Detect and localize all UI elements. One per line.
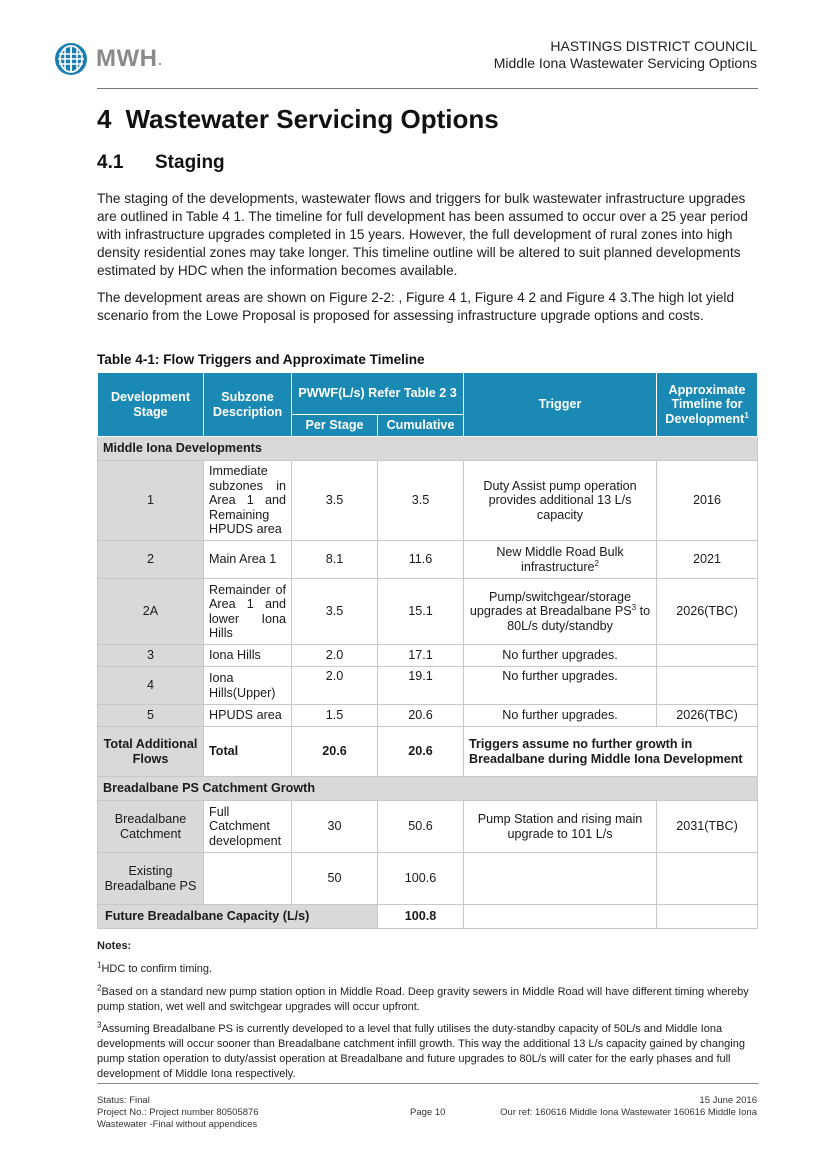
trigger-cell: Duty Assist pump operation provides additional 13 L/s capacity: [464, 461, 657, 541]
footer-left: [97, 1095, 259, 1131]
trigger-cell: No further upgrades.: [464, 705, 657, 727]
footer-doc-name: Wastewater -Final without appendices: [97, 1119, 258, 1130]
timeline-cell: 2031(TBC): [657, 801, 758, 853]
footer-divider: [97, 1083, 758, 1084]
trigger-text: Pump/switchgear/storage upgrades at Breadalbane PS: [469, 589, 632, 619]
section-label: Breadalbane PS Catchment Growth: [98, 777, 758, 801]
per-stage-cell: 50: [292, 853, 378, 905]
table-row: [98, 461, 758, 541]
flow-triggers-table: [97, 372, 758, 929]
document-header: [494, 38, 757, 72]
footnote-ref-2: 2: [594, 558, 599, 568]
cumulative-cell: 3.5: [378, 461, 464, 541]
section-row-breadalbane: [98, 777, 758, 801]
stage-cell: 2A: [98, 579, 204, 645]
table-row: [98, 801, 758, 853]
subsection-number: 4.1: [97, 152, 124, 173]
trigger-cell: Pump Station and rising main upgrade to 101 L/s: [464, 801, 657, 853]
logo-dot: .: [157, 48, 163, 69]
subzone-cell: HPUDS area: [204, 705, 292, 727]
total-cumulative-cell: 20.6: [378, 727, 464, 777]
subzone-cell: Iona Hills(Upper): [204, 667, 292, 705]
footnote-marker: 1: [97, 960, 102, 970]
header-timeline: [657, 373, 758, 437]
capacity-row: [98, 905, 758, 929]
table-row: [98, 667, 758, 705]
total-row: [98, 727, 758, 777]
cumulative-cell: 19.1: [378, 667, 464, 705]
footnote-text: HDC to confirm timing.: [101, 963, 213, 975]
project-title: Middle Iona Wastewater Servicing Options: [493, 55, 757, 71]
header-trigger: Trigger: [464, 373, 657, 437]
stage-cell: Breadalbane Catchment: [98, 801, 204, 853]
per-stage-cell: 1.5: [292, 705, 378, 727]
per-stage-cell: 2.0: [292, 645, 378, 667]
subzone-cell: Immediate subzones in Area 1 and Remaining HPUDS area: [204, 461, 292, 541]
table-caption: Table 4-1: Flow Triggers and Approximate Timeline: [97, 352, 425, 367]
per-stage-cell: 30: [292, 801, 378, 853]
footnote-text: Based on a standard new pump station option in Middle Road. Deep gravity sewers in Middle Road will have different timing whereby pump station, wet well and switchgear upgrades will occur upfront.: [97, 986, 749, 1013]
footnote-marker: 2: [97, 983, 102, 993]
table-row: [98, 853, 758, 905]
trigger-cell: [464, 853, 657, 905]
mwh-logo: [54, 42, 163, 76]
footnote-ref-1: 1: [744, 410, 749, 420]
per-stage-cell: 8.1: [292, 541, 378, 579]
trigger-cell: No further upgrades.: [464, 645, 657, 667]
timeline-cell: [657, 645, 758, 667]
per-stage-cell: 3.5: [292, 579, 378, 645]
timeline-cell: 2016: [657, 461, 758, 541]
subzone-cell: Full Catchment development: [204, 801, 292, 853]
footer-project-no: Project No.: Project number 80505876: [97, 1107, 259, 1118]
table-row: [98, 645, 758, 667]
footnote-3: [97, 1022, 762, 1082]
footnote-1: [97, 962, 762, 977]
empty-cell: [657, 905, 758, 929]
cumulative-cell: 11.6: [378, 541, 464, 579]
stage-cell: 5: [98, 705, 204, 727]
subzone-cell: Iona Hills: [204, 645, 292, 667]
header-timeline-text: Approximate Timeline for Development: [665, 382, 746, 426]
empty-cell: [464, 905, 657, 929]
paragraph-development-areas: The development areas are shown on Figure 2-2: , Figure 4 1, Figure 4 2 and Figure 4 3.The high lot yield scenario from the Lowe Proposal is proposed for assessing infrastructure upgrade options and costs.: [97, 290, 735, 323]
footnote-2: [97, 985, 762, 1015]
cumulative-cell: 20.6: [378, 705, 464, 727]
section-row-middle-iona: [98, 437, 758, 461]
trigger-cell: No further upgrades.: [464, 667, 657, 705]
footnote-marker: 3: [97, 1020, 102, 1030]
cumulative-cell: 17.1: [378, 645, 464, 667]
footnote-text: Assuming Breadalbane PS is currently developed to a level that fully utilises the duty-standby capacity of 50L/s and Middle Iona developments will occur sooner than Breadalbane catchment infill growth. This way the additional 13 L/s capacity gained by changing pump station operation to duty/assist operation at Breadalbane and future upgrades to 80L/s will cater for the early phases and full development of Middle Iona respectively.: [97, 1023, 745, 1080]
capacity-label: Future Breadalbane Capacity (L/s): [98, 905, 378, 929]
footnote-ref-3: 3: [631, 603, 637, 613]
timeline-cell: 2026(TBC): [657, 705, 758, 727]
stage-cell: 3: [98, 645, 204, 667]
section-number: 4: [97, 104, 112, 134]
footer-our-ref: Our ref: 160616 Middle Iona Wastewater 160616 Middle Iona: [500, 1107, 757, 1118]
subsection-title: Staging: [155, 152, 225, 173]
subzone-cell: Remainder of Area 1 and lower Iona Hills: [204, 579, 292, 645]
section-title: Wastewater Servicing Options: [125, 104, 499, 134]
subzone-cell: [204, 853, 292, 905]
total-subzone-cell: Total: [204, 727, 292, 777]
cumulative-cell: 100.6: [378, 853, 464, 905]
stage-cell: 1: [98, 461, 204, 541]
notes-title: Notes:: [97, 940, 132, 952]
header-development-stage: Development Stage: [98, 373, 204, 437]
globe-icon: [54, 42, 88, 76]
header-subzone-description: Subzone Description: [204, 373, 292, 437]
total-trigger-cell: Triggers assume no further growth in Breadalbane during Middle Iona Development: [464, 727, 758, 777]
timeline-cell: 2026(TBC): [657, 579, 758, 645]
timeline-cell: [657, 667, 758, 705]
table-row: [98, 705, 758, 727]
header-pwwf: PWWF(L/s) Refer Table 2 3: [292, 373, 464, 415]
logo-text: MWH: [96, 45, 158, 72]
section-label: Middle Iona Developments: [98, 437, 758, 461]
stage-cell: 2: [98, 541, 204, 579]
header-per-stage: Per Stage: [292, 415, 378, 437]
per-stage-cell: 2.0: [292, 667, 378, 705]
footer-date: 15 June 2016: [699, 1095, 757, 1106]
timeline-cell: [657, 853, 758, 905]
footer-page-number: Page 10: [410, 1107, 446, 1118]
total-per-stage-cell: 20.6: [292, 727, 378, 777]
capacity-value: 100.8: [378, 905, 464, 929]
cumulative-cell: 50.6: [378, 801, 464, 853]
timeline-cell: 2021: [657, 541, 758, 579]
subsection-heading: [97, 152, 225, 174]
stage-cell: Existing Breadalbane PS: [98, 853, 204, 905]
footer-right: [500, 1095, 757, 1119]
trigger-cell: [464, 579, 657, 645]
client-name: HASTINGS DISTRICT COUNCIL: [550, 38, 757, 54]
trigger-text: New Middle Road Bulk infrastructure: [496, 545, 624, 574]
table-row: [98, 579, 758, 645]
subzone-cell: Main Area 1: [204, 541, 292, 579]
stage-cell: 4: [98, 667, 204, 705]
section-heading: [97, 104, 499, 135]
paragraph-staging: The staging of the developments, wastewater flows and triggers for bulk wastewater infrastructure upgrades are outlined in Table 4 1. The timeline for full development has been assumed to occur over a 25 year period with infrastructure upgrades completed in 15 years. However, the full development of rural zones into high density residential zones may take longer. This timeline outline will be altered to suit planned developments estimated by HDC when the information becomes available.: [97, 191, 748, 278]
header-cumulative: Cumulative: [378, 415, 464, 437]
total-stage-cell: Total Additional Flows: [98, 727, 204, 777]
trigger-cell: [464, 541, 657, 579]
table-row: [98, 541, 758, 579]
header-divider: [97, 88, 758, 89]
footer-status: Status: Final: [97, 1095, 150, 1106]
cumulative-cell: 15.1: [378, 579, 464, 645]
trigger-text-after: to 80L/s duty/standby: [507, 604, 651, 633]
per-stage-cell: 3.5: [292, 461, 378, 541]
